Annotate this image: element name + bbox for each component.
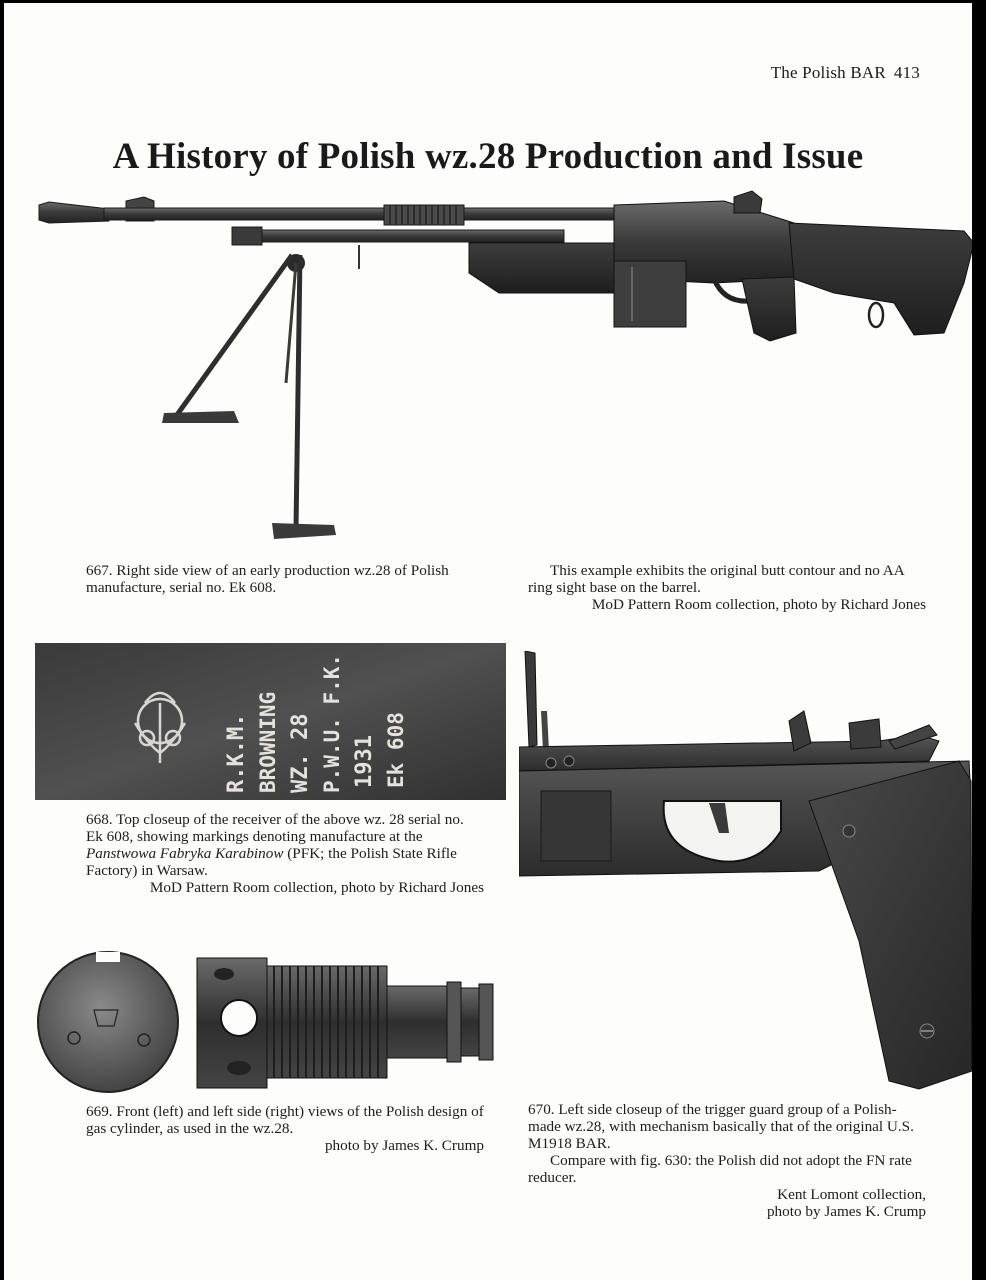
caption-668-italic: Panstwowa Fabryka Karabinow — [86, 845, 284, 862]
caption-668-credit: MoD Pattern Room collection, photo by Richard Jones — [149, 879, 484, 896]
running-head — [771, 63, 920, 83]
marking-line-5: 1931 — [352, 735, 377, 788]
marking-line-4: P.W.U. F.K. — [320, 653, 344, 793]
marking-line-6: Ek 608 — [384, 712, 408, 788]
caption-670-credit-1: Kent Lomont collection, — [777, 1186, 926, 1203]
caption-669-credit: photo by James K. Crump — [324, 1137, 484, 1154]
marking-line-3: WZ. 28 — [288, 713, 313, 793]
trigger-group-photo — [519, 651, 972, 1091]
page-title: A History of Polish wz.28 Production and Issue — [112, 136, 864, 177]
caption-668-tail: (PFK; the Polish State Rifle Factory) in Warsaw. — [86, 845, 457, 879]
marking-line-1: R.K.M. — [224, 713, 249, 793]
gas-cylinder-front-view — [38, 952, 178, 1092]
page-number: 413 — [893, 63, 920, 82]
caption-667-left — [86, 562, 484, 596]
caption-668 — [86, 811, 484, 896]
gas-cylinder-side-view — [197, 958, 493, 1088]
marking-line-2: BROWNING — [256, 691, 280, 793]
receiver-markings-photo — [35, 643, 506, 800]
caption-669-body: 669. Front (left) and left side (right) views of the Polish design of gas cylinder, as used in the wz.28. — [86, 1103, 484, 1137]
caption-669 — [86, 1103, 484, 1154]
caption-670-compare: Compare with fig. 630: the Polish did not adopt the FN rate reducer. — [528, 1152, 912, 1186]
caption-670-credit-2: photo by James K. Crump — [766, 1203, 926, 1220]
caption-670 — [528, 1101, 926, 1220]
caption-667-credit: MoD Pattern Room collection, photo by Richard Jones — [591, 596, 926, 613]
caption-667-right — [528, 562, 926, 613]
running-head-section: The Polish BAR — [770, 63, 886, 82]
caption-670-body: 670. Left side closeup of the trigger guard group of a Polish-made wz.28, with mechanism basically that of the original U.S. M1918 BAR. — [528, 1101, 914, 1152]
gas-cylinder-photo — [34, 948, 504, 1093]
rifle-photo — [34, 183, 972, 558]
caption-668-body: 668. Top closeup of the receiver of the above wz. 28 serial no. Ek 608, showing markings denoting manufacture at the — [86, 811, 464, 845]
caption-667-body: This example exhibits the original butt contour and no AA ring sight base on the barrel. — [528, 562, 904, 596]
book-page — [4, 3, 972, 1280]
caption-667-text: 667. Right side view of an early production wz.28 of Polish manufacture, serial no. Ek 608. — [86, 562, 449, 596]
